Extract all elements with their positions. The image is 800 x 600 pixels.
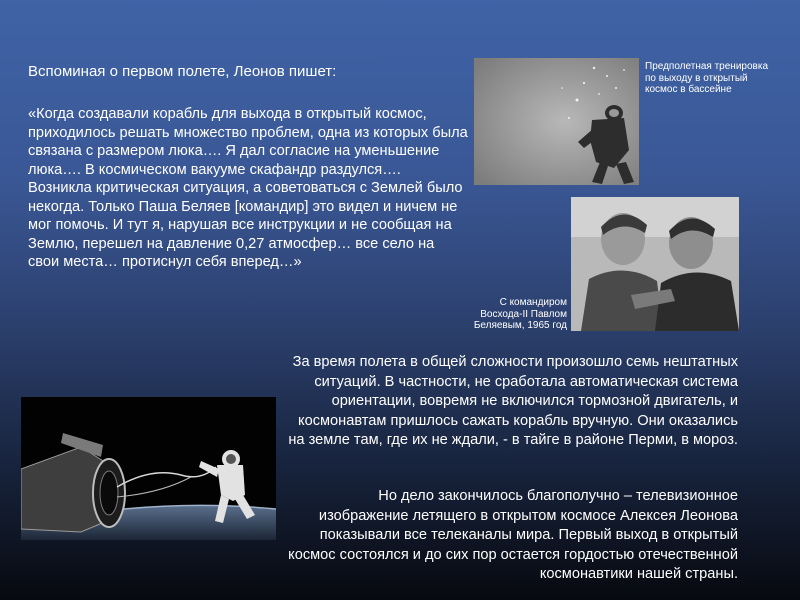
spacewalk-photo xyxy=(21,397,276,540)
paragraph-emergencies: За время полета в общей сложности произошло семь нештатных ситуаций. В частности, не сработала автоматическая система ориентации, вовремя не включился тормозной двигатель, и космонавтам пришлось сажать корабль вручную. Они оказались на земле там, где их не ждали, - в тайге в районе Перми, в мороз. xyxy=(288,354,738,448)
training-photo xyxy=(474,58,639,185)
commander-caption: С командиром Восхода-II Павлом Беляевым, 1965 год xyxy=(473,297,567,331)
leonov-quote: «Когда создавали корабль для выхода в открытый космос, приходилось решать множество проблем, одна из которых была связана с размером люка…. Я дал согласие на уменьшение люка…. В космическом вакууме скафандр раздулся…. Возникла критическая ситуация, а советоваться с Землей было некогда. Только Паша Беляев [командир] это видел и ничем не мог помочь. И тут я, нарушая все инструкции и не сообщая на Землю, перешел на давление 0,27 атмосфер… все село на свои места… протиснул себя вперед…» xyxy=(28,106,468,270)
commander-photo xyxy=(571,197,739,331)
intro-text: Вспоминая о первом полете, Леонов пишет: xyxy=(28,63,337,80)
paragraph-outcome: Но дело закончилось благополучно – телевизионное изображение летящего в открытом космосе Алексея Леонова показывали все телеканалы мира. Первый выход в открытый космос состоялся и до сих пор остается гордостью отечественной космонавтики нашей страны. xyxy=(288,488,738,582)
training-caption: Предполетная тренировка по выходу в открытый космос в бассейне xyxy=(645,61,769,95)
